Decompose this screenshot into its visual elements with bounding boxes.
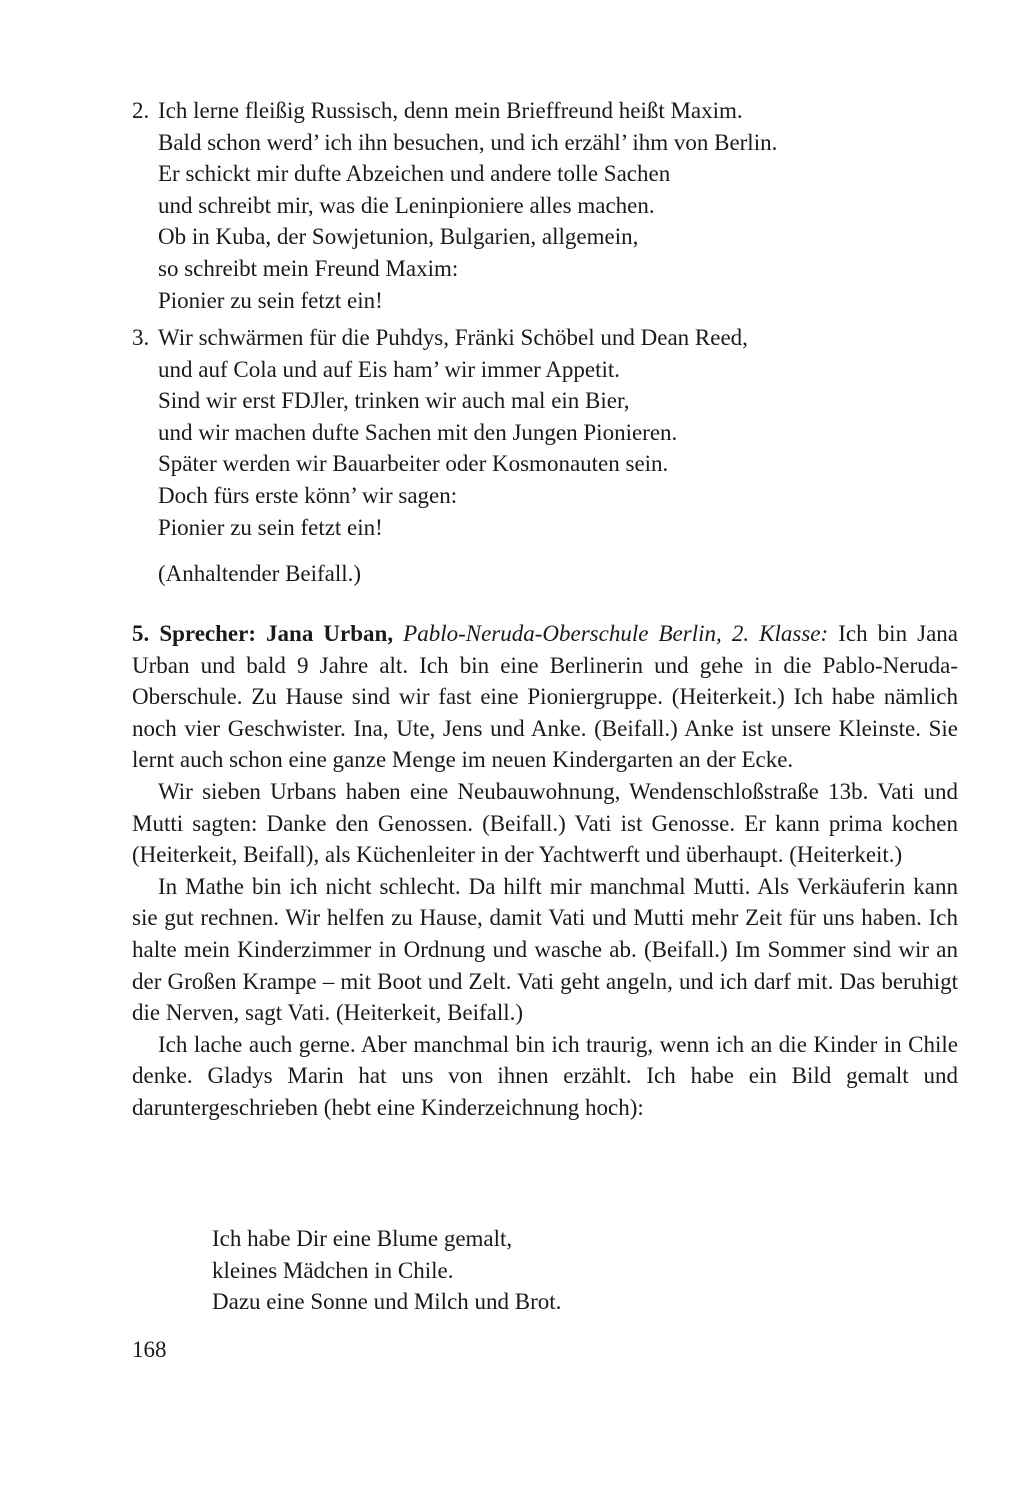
verse-line: Später werden wir Bauarbeiter oder Kosmonauten sein.: [158, 451, 669, 477]
stage-direction: (Anhaltender Beifall.): [158, 561, 362, 586]
song-verse-2: [132, 95, 912, 316]
verse-line: Ich lerne fleißig Russisch, denn mein Brieffreund heißt Maxim.: [158, 98, 743, 123]
verse-line: so schreibt mein Freund Maxim:: [158, 255, 459, 281]
poem-line: kleines Mädchen in Chile.: [212, 1257, 454, 1283]
poem-line: Dazu eine Sonne und Milch und Brot.: [212, 1289, 562, 1315]
verse-line: Er schickt mir dufte Abzeichen und andere tolle Sachen: [158, 161, 671, 187]
song-verse-3: [132, 322, 912, 543]
speech-paragraph: In Mathe bin ich nicht schlecht. Da hilft mir manchmal Mutti. Als Verkäuferin kann sie gut rechnen. Wir helfen zu Hause, damit Vati und Mutti mehr Zeit für uns haben. Ich halte mein Kinderzimmer in Ordnung und wasche ab. (Beifall.) Im Sommer sind wir an der Großen Krampe – mit Boot und Zelt. Vati geht angeln, und ich darf mit. Das beruhigt die Nerven, sagt Vati. (Heiterkeit, Beifall.): [132, 873, 958, 1026]
speech-paragraph: [132, 618, 958, 776]
verse-line: und auf Cola und auf Eis ham’ wir immer Appetit.: [158, 356, 621, 382]
paragraph-text: Ich bin Jana Urban und bald 9 Jahre alt. Ich bin eine Berlinerin und gehe in die Pablo-Neruda-Oberschule. Zu Hause sind wir fast eine Pioniergruppe. (Heiterkeit.) Ich habe nämlich noch vier Geschwister. Ina, Ute, Jens und Anke. (Beifall.) Anke ist unsere Kleinste. Sie lernt auch schon eine ganze Menge im neuen Kindergarten an der Ecke.: [132, 621, 959, 773]
verse-line: und schreibt mir, was die Leninpioniere alles machen.: [158, 192, 655, 218]
poem-line: Ich habe Dir eine Blume gemalt,: [212, 1226, 513, 1251]
quoted-poem: [212, 1223, 561, 1318]
verse-line: und wir machen dufte Sachen mit den Jungen Pionieren.: [158, 419, 678, 445]
verse-line: Bald schon werd’ ich ihn besuchen, und ich erzähl’ ihm von Berlin.: [158, 129, 778, 155]
verse-line: Wir schwärmen für die Puhdys, Fränki Schöbel und Dean Reed,: [158, 325, 748, 350]
verse-number: 2.: [132, 98, 150, 123]
verse-line: Ob in Kuba, der Sowjetunion, Bulgarien, allgemein,: [158, 224, 639, 250]
speaker-school: Pablo-Neruda-Oberschule Berlin, 2. Klasse:: [403, 621, 829, 646]
verse-line: Sind wir erst FDJler, trinken wir auch mal ein Bier,: [158, 388, 630, 414]
page-number: 168: [132, 1337, 167, 1362]
speech-block: [132, 618, 958, 1124]
verse-line: Pionier zu sein fetzt ein!: [158, 514, 383, 540]
speech-paragraph: Ich lache auch gerne. Aber manchmal bin ich traurig, wenn ich an die Kinder in Chile denke. Gladys Marin hat uns von ihnen erzählt. Ich habe ein Bild gemalt und daruntergeschrieben (hebt eine Kinderzeichnung hoch):: [132, 1031, 958, 1120]
speaker-label: 5. Sprecher: Jana Urban,: [132, 621, 394, 646]
verse-line: Doch fürs erste könn’ wir sagen:: [158, 482, 458, 508]
verse-line: Pionier zu sein fetzt ein!: [158, 287, 383, 313]
verse-number: 3.: [132, 325, 150, 350]
speech-paragraph: Wir sieben Urbans haben eine Neubauwohnung, Wendenschloßstraße 13b. Vati und Mutti sagten: Danke den Genossen. (Beifall.) Vati ist Genosse. Er kann prima kochen (Heiterkeit, Beifall), als Küchenleiter in der Yachtwerft und überhaupt. (Heiterkeit.): [132, 778, 958, 868]
